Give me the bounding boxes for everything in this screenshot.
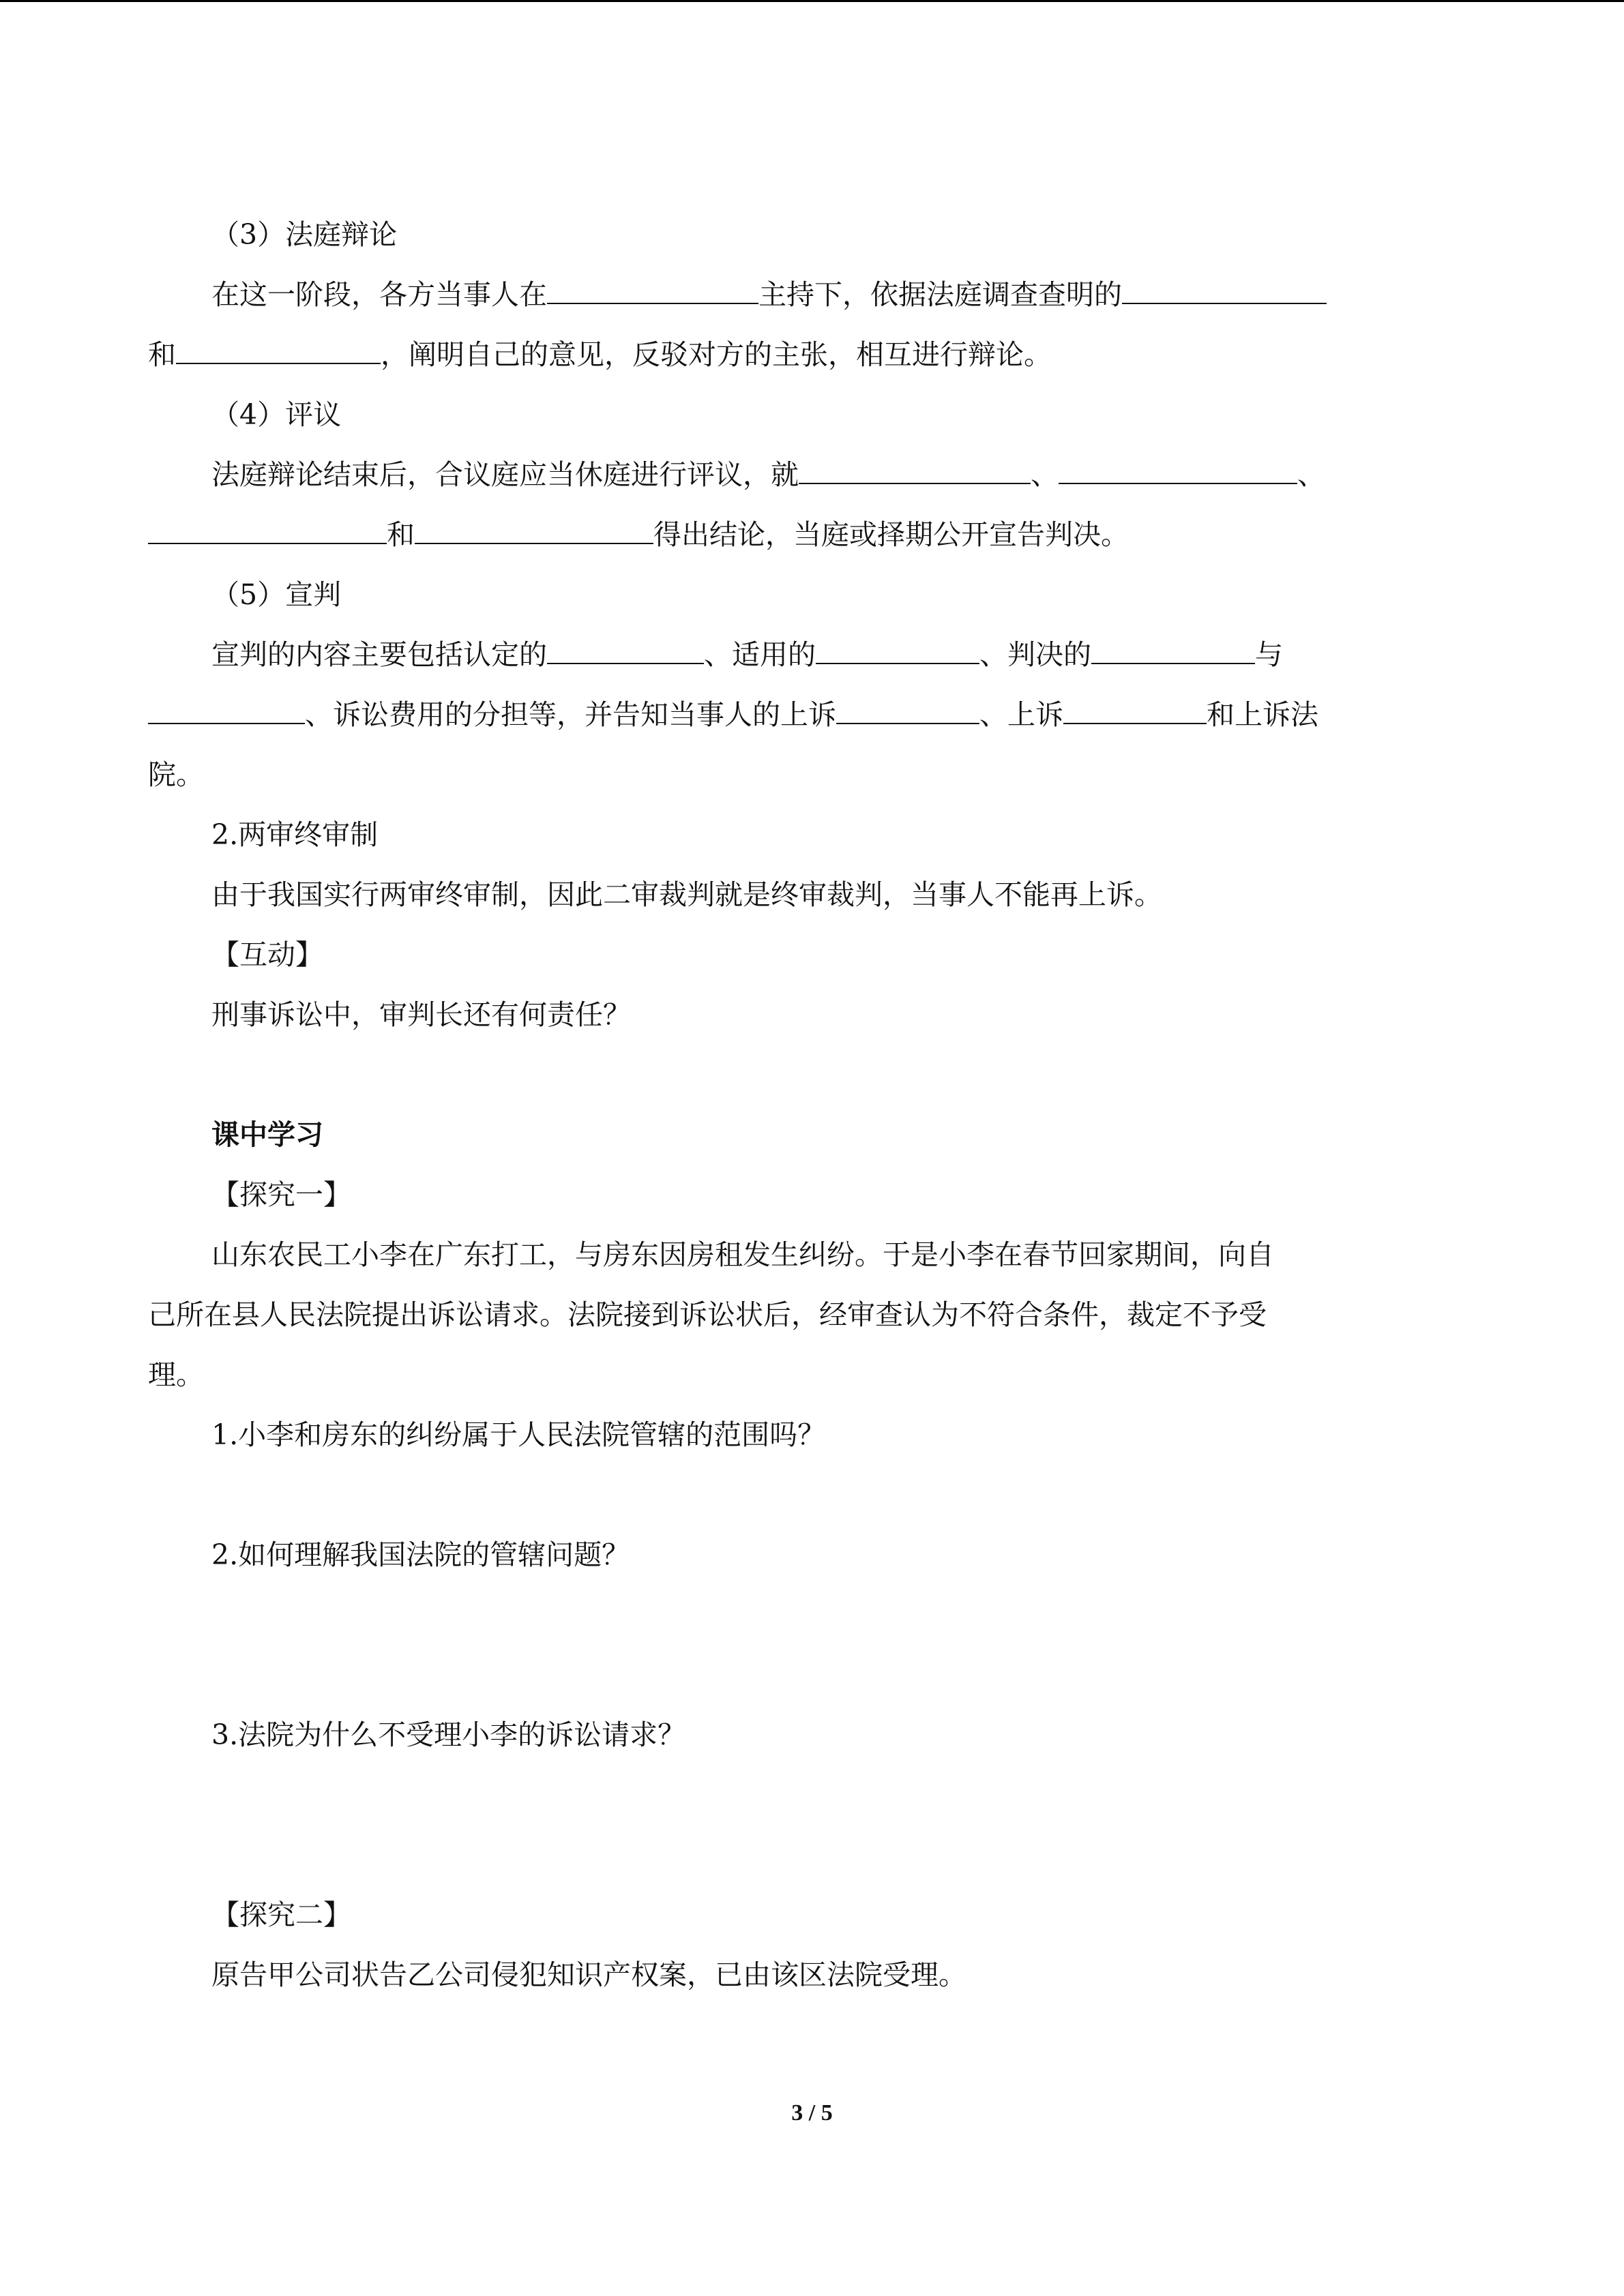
explore-one-case-line-3: 理。 bbox=[148, 1358, 204, 1391]
explore-one-question-1: 1.小李和房东的纠纷属于人民法院管辖的范围吗？ bbox=[211, 1418, 826, 1451]
blank-appeal-right[interactable] bbox=[836, 691, 979, 724]
heading-explore-two: 【探究二】 bbox=[211, 1898, 351, 1931]
debate-line-1: 在这一阶段，各方当事人在 主持下，依据法庭调查查明的 bbox=[148, 265, 1458, 325]
blank-presider[interactable] bbox=[547, 271, 758, 304]
heading-in-class-learning: 课中学习 bbox=[211, 1118, 323, 1151]
explore-two-case: 原告甲公司状告乙公司侵犯知识产权案，已由该区法院受理。 bbox=[211, 1958, 966, 1991]
blank-verdict-reason[interactable] bbox=[1091, 631, 1255, 664]
heading-verdict: （5）宣判 bbox=[211, 578, 342, 611]
heading-deliberation: （4）评议 bbox=[211, 398, 342, 431]
debate-line-2: 和 ，阐明自己的意见，反驳对方的主张，相互进行辩论。 bbox=[148, 325, 1458, 385]
blank-facts[interactable] bbox=[1122, 271, 1327, 304]
answer-space-1[interactable] bbox=[148, 1465, 1458, 1525]
answer-space-2[interactable] bbox=[148, 1585, 1458, 1705]
blank-deliberation-2[interactable] bbox=[1059, 451, 1297, 484]
top-border-line bbox=[0, 0, 1624, 2]
verdict-line-1: 宣判的内容主要包括认定的 、适用的 、判决的 与 bbox=[148, 625, 1458, 685]
two-trials-text: 由于我国实行两审终审制，因此二审裁判就是终审裁判，当事人不能再上诉。 bbox=[211, 878, 1162, 911]
explore-one-case-line-1: 山东农民工小李在广东打工，与房东因房租发生纠纷。于是小李在春节回家期间，向自 bbox=[211, 1238, 1274, 1271]
deliberation-line-2: 和 得出结论，当庭或择期公开宣告判决。 bbox=[148, 505, 1458, 565]
deliberation-line-1: 法庭辩论结束后，合议庭应当休庭进行评议，就 、 、 bbox=[148, 445, 1458, 505]
explore-one-case-line-2: 己所在县人民法院提出诉讼请求。法院接到诉讼状后，经审查认为不符合条件，裁定不予受 bbox=[148, 1298, 1267, 1331]
interaction-question: 刑事诉讼中，审判长还有何责任？ bbox=[211, 998, 631, 1031]
page-number: 3 / 5 bbox=[791, 2100, 833, 2126]
heading-two-trials: 2.两审终审制 bbox=[211, 818, 379, 851]
verdict-line-2: 、诉讼费用的分担等，并告知当事人的上诉 、上诉 和上诉法 bbox=[148, 685, 1458, 745]
blank-deliberation-4[interactable] bbox=[415, 511, 653, 544]
document-body bbox=[148, 205, 1458, 2005]
verdict-line-3: 院。 bbox=[148, 758, 204, 791]
blank-verdict-facts[interactable] bbox=[547, 631, 704, 664]
heading-interaction: 【互动】 bbox=[211, 938, 323, 971]
blank-deliberation-1[interactable] bbox=[799, 451, 1031, 484]
blank-evidence[interactable] bbox=[176, 331, 381, 364]
heading-explore-one: 【探究一】 bbox=[211, 1178, 351, 1211]
blank-verdict-result[interactable] bbox=[148, 691, 305, 724]
explore-one-question-2: 2.如何理解我国法院的管辖问题？ bbox=[211, 1538, 630, 1571]
blank-appeal-term[interactable] bbox=[1063, 691, 1207, 724]
explore-one-question-3: 3.法院为什么不受理小李的诉讼请求？ bbox=[211, 1718, 686, 1751]
blank-deliberation-3[interactable] bbox=[148, 511, 387, 544]
answer-space-3[interactable] bbox=[148, 1765, 1458, 1885]
heading-court-debate: （3）法庭辩论 bbox=[211, 218, 398, 251]
blank-verdict-law[interactable] bbox=[816, 631, 979, 664]
spacer bbox=[148, 1045, 1458, 1105]
